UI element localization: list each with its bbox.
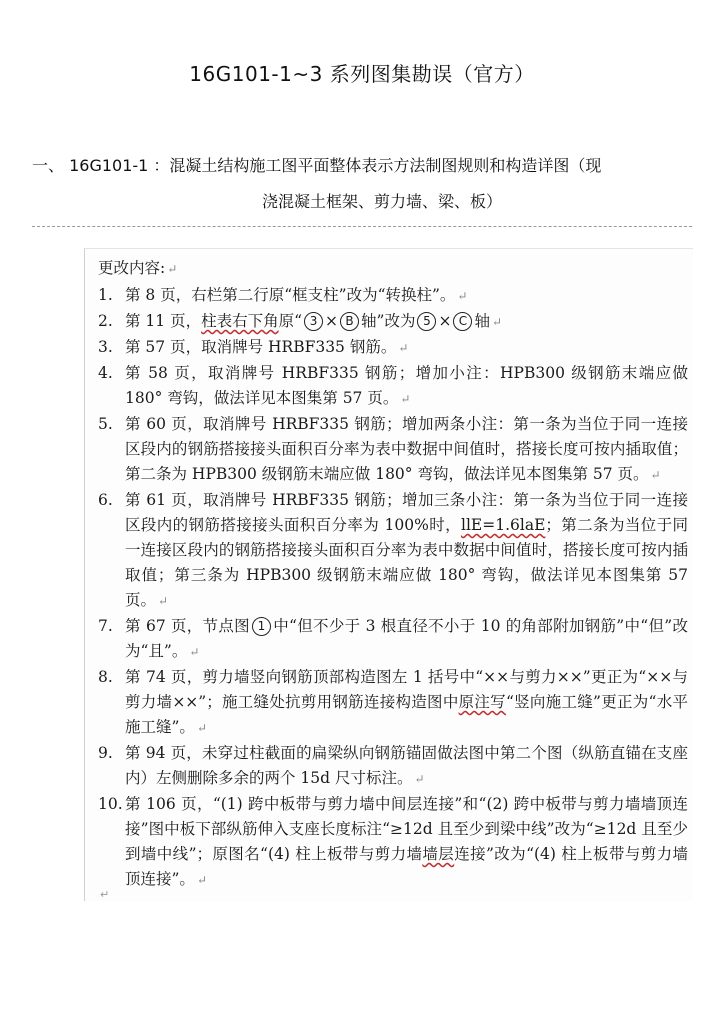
list-item: 8. 第 74 页，剪力墙竖向钢筋顶部构造图左 1 括号中“××与剪力××”更正为“××与剪力墙××”；施工缝处抗剪用钢筋连接构造图中原注写“竖向施工缝”更正为“水平施工缝”。 ↵: [98, 668, 688, 736]
section-heading-line-2: 浇混凝土框架、剪力墙、梁、板）: [261, 192, 502, 211]
list-item: 2. 第 11 页，柱表右下角原“ 3 × B 轴”改为 5 × C 轴 ↵: [98, 312, 503, 330]
circled-number-icon: 3: [304, 312, 323, 331]
circled-letter-icon: C: [453, 312, 472, 331]
change-list: [98, 256, 688, 893]
dashed-divider: [32, 226, 692, 227]
section-heading: [32, 148, 692, 220]
return-mark: ↵: [100, 888, 110, 901]
page-title: 16G101-1~3 系列图集勘误（官方）: [189, 62, 535, 86]
list-item: 10. 第 106 页，“(1) 跨中板带与剪力墙中间层连接”和“(2) 跨中板带与剪力墙墙顶连接”图中板下部纵筋伸入支座长度标注“≥12d 且至少到梁中线”改为“≥12d 且至少到墙中线”；原图名“(4) 柱上板带与剪力墙墙层连接”改为“(4) 柱上板带与剪力墙顶连接”。 ↵: [98, 795, 689, 888]
change-list-heading: 更改内容: ↵: [98, 259, 178, 277]
list-item: 1. 第 8 页，右栏第二行原“框支柱”改为“转换柱”。 ↵: [98, 286, 468, 304]
list-item: 9. 第 94 页，未穿过柱截面的扁梁纵向钢筋锚固做法图中第二个图（纵筋直锚在支座内）左侧删除多余的两个 15d 尺寸标注。 ↵: [98, 744, 688, 787]
circled-number-icon: 1: [252, 617, 271, 636]
list-item: 3. 第 57 页，取消牌号 HRBF335 钢筋。 ↵: [98, 338, 409, 356]
circled-letter-icon: B: [340, 312, 359, 331]
section-heading-line-1: 一、 16G101-1 ：混凝土结构施工图平面整体表示方法制图规则和构造详图（现: [32, 156, 602, 175]
list-item: 7. 第 67 页，节点图 1 中“但不少于 3 根直径不小于 10 的角部附加钢筋”中“但”改为“且”。 ↵: [98, 617, 689, 660]
list-item: 6. 第 61 页，取消牌号 HRBF335 钢筋；增加三条小注：第一条为当位于同一连接区段内的钢筋搭接接头面积百分率为 100%时，llE=1.6laE；第二条为当位于同一连接区段内的钢筋搭接接头面积百分率为表中数据中间值时，搭接长度可按内插取值；第三条为 HPB300 级钢筋末端应做 180° 弯钩，做法详见本图集第 57 页。 ↵: [98, 491, 688, 609]
list-item: 4. 第 58 页，取消牌号 HRBF335 钢筋；增加小注：HPB300 级钢筋末端应做 180° 弯钩，做法详见本图集第 57 页。 ↵: [98, 364, 688, 407]
circled-number-icon: 5: [417, 312, 436, 331]
list-item: 5. 第 60 页，取消牌号 HRBF335 钢筋；增加两条小注：第一条为当位于同一连接区段内的钢筋搭接接头面积百分率为表中数据中间值时，搭接长度可按内插取值；第二条为 HPB300 级钢筋末端应做 180° 弯钩，做法详见本图集第 57 页。 ↵: [98, 415, 688, 483]
return-mark: ↵: [167, 262, 178, 276]
